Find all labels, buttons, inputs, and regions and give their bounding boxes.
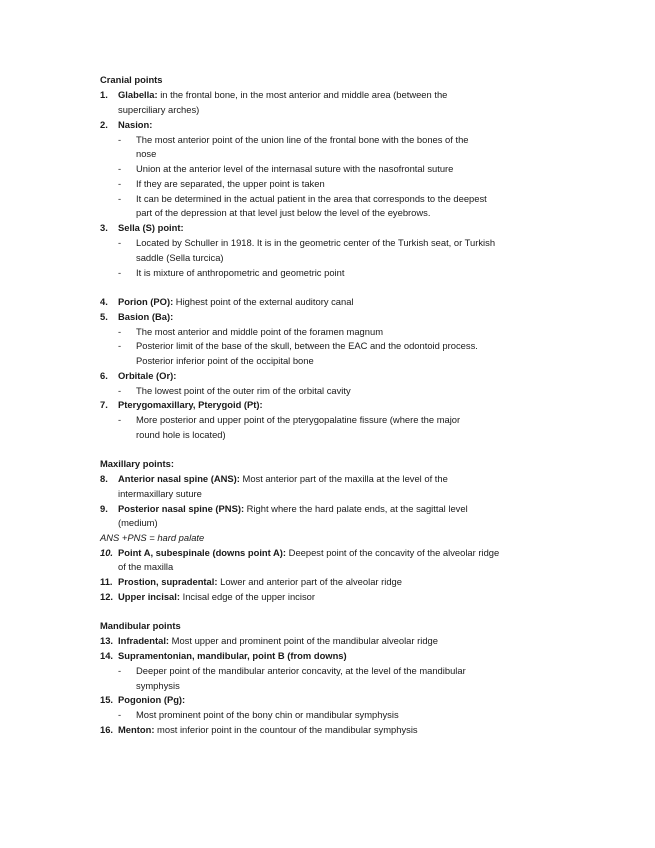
bullet-dash: -: [118, 134, 122, 145]
item-number: 2.: [100, 119, 108, 130]
bullet-dash: -: [118, 709, 122, 720]
item-number: 7.: [100, 399, 108, 410]
note-hard-palate: ANS +PNS = hard palate: [100, 532, 205, 543]
item-number: 1.: [100, 89, 108, 100]
list-item-pns: [118, 503, 468, 515]
item-text: Most anterior part of the maxilla at the level of the: [239, 473, 448, 484]
item-number: 14.: [100, 650, 114, 661]
item-text-continued: superciliary arches): [118, 104, 200, 115]
item-number: 11.: [100, 576, 113, 587]
bullet-text: It is mixture of anthropometric and geometric point: [136, 267, 345, 278]
item-text-continued: (medium): [118, 517, 158, 528]
item-text: in the frontal bone, in the most anterior and middle area (between the: [157, 89, 448, 100]
bullet-text: More posterior and upper point of the pterygopalatine fissure (where the major: [136, 414, 461, 425]
bullet-text: It can be determined in the actual patient in the area that corresponds to the deepest: [136, 193, 487, 204]
item-label: Point A, subespinale (downs point A):: [118, 547, 287, 558]
list-item-prostion: [118, 576, 402, 588]
item-label: Anterior nasal spine (ANS):: [118, 473, 240, 484]
bullet-text: Located by Schuller in 1918. It is in the geometric center of the Turkish seat, or Turkish: [136, 237, 496, 248]
bullet-text: The most anterior and middle point of the foramen magnum: [136, 326, 384, 337]
bullet-text: The most anterior point of the union line of the frontal bone with the bones of the: [136, 134, 469, 145]
item-number: 12.: [100, 591, 114, 602]
bullet-dash: -: [118, 237, 122, 248]
bullet-text-continued: Posterior inferior point of the occipital bone: [136, 355, 314, 366]
bullet-text: Deeper point of the mandibular anterior concavity, at the level of the mandibular: [136, 665, 466, 676]
item-label: Prostion, supradental:: [118, 576, 218, 587]
bullet-dash: -: [118, 340, 122, 351]
item-label-sella: Sella (S) point:: [118, 222, 184, 233]
item-label-orbitale: Orbitale (Or):: [118, 370, 177, 381]
bullet-text: If they are separated, the upper point is taken: [136, 178, 325, 189]
list-item-porion: [118, 296, 354, 308]
bullet-dash: -: [118, 665, 122, 676]
item-label-pogonion: Pogonion (Pg):: [118, 694, 186, 705]
item-text: Most upper and prominent point of the mandibular alveolar ridge: [169, 635, 438, 646]
item-label: Infradental:: [118, 635, 170, 646]
item-text: Lower and anterior part of the alveolar ridge: [217, 576, 402, 587]
item-number: 5.: [100, 311, 108, 322]
item-label: Posterior nasal spine (PNS):: [118, 503, 245, 514]
item-number: 9.: [100, 503, 108, 514]
list-item-upper-incisal: [118, 591, 315, 603]
bullet-text: Posterior limit of the base of the skull, between the EAC and the odontoid process.: [136, 340, 478, 351]
list-item-ans: [118, 473, 448, 485]
item-label: Porion (PO):: [118, 296, 174, 307]
bullet-text-continued: round hole is located): [136, 429, 226, 440]
bullet-text-continued: nose: [136, 148, 157, 159]
item-label: Upper incisal:: [118, 591, 180, 602]
item-text: Incisal edge of the upper incisor: [180, 591, 315, 602]
item-number: 15.: [100, 694, 114, 705]
bullet-dash: -: [118, 163, 122, 174]
section-heading-maxillary: Maxillary points:: [100, 458, 174, 469]
item-text: Highest point of the external auditory canal: [173, 296, 354, 307]
item-label-supramentonian: Supramentonian, mandibular, point B (from downs): [118, 650, 347, 661]
bullet-dash: -: [118, 326, 122, 337]
item-label: Menton:: [118, 724, 155, 735]
item-text: Right where the hard palate ends, at the sagittal level: [244, 503, 468, 514]
section-heading-cranial: Cranial points: [100, 74, 163, 85]
item-number: 13.: [100, 635, 114, 646]
bullet-dash: -: [118, 193, 122, 204]
bullet-dash: -: [118, 267, 122, 278]
bullet-dash: -: [118, 178, 122, 189]
item-label: Glabella:: [118, 89, 158, 100]
bullet-text-continued: saddle (Sella turcica): [136, 252, 224, 263]
item-number: 16.: [100, 724, 114, 735]
bullet-text: Most prominent point of the bony chin or mandibular symphysis: [136, 709, 399, 720]
item-number: 10.: [100, 547, 114, 558]
item-text: Deepest point of the concavity of the alveolar ridge: [286, 547, 500, 558]
section-heading-mandibular: Mandibular points: [100, 620, 181, 631]
item-text-continued: of the maxilla: [118, 561, 174, 572]
bullet-text: Union at the anterior level of the internasal suture with the nasofrontal suture: [136, 163, 454, 174]
bullet-text-continued: part of the depression at that level just below the level of the eyebrows.: [136, 207, 431, 218]
item-number: 8.: [100, 473, 108, 484]
item-text-continued: intermaxillary suture: [118, 488, 202, 499]
item-number: 4.: [100, 296, 108, 307]
bullet-dash: -: [118, 385, 122, 396]
item-label-nasion: Nasion:: [118, 119, 153, 130]
list-item-menton: [118, 724, 418, 736]
item-number: 3.: [100, 222, 108, 233]
list-item-glabella: [118, 89, 447, 101]
list-item-infradental: [118, 635, 438, 647]
bullet-text: The lowest point of the outer rim of the orbital cavity: [136, 385, 351, 396]
bullet-text-continued: symphysis: [136, 680, 180, 691]
item-label-basion: Basion (Ba):: [118, 311, 174, 322]
item-label-pterygomaxillary: Pterygomaxillary, Pterygoid (Pt):: [118, 399, 263, 410]
item-text: most inferior point in the countour of the mandibular symphysis: [154, 724, 418, 735]
list-item-point-a: [118, 547, 499, 559]
bullet-dash: -: [118, 414, 122, 425]
item-number: 6.: [100, 370, 108, 381]
